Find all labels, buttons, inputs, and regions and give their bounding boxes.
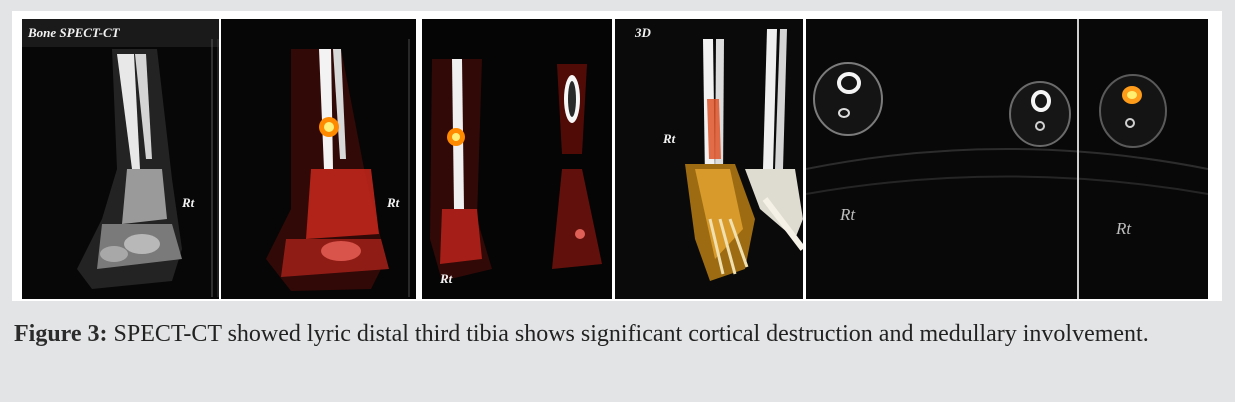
spect-fused-sagittal-panel: [221, 19, 416, 299]
caption-text: SPECT-CT showed lyric distal third tibia shows significant cortical destruction and medullary involvement.: [113, 321, 1149, 347]
3d-reconstruction-panel: [615, 19, 803, 299]
figure-frame: [12, 11, 1222, 301]
rt-label: Rt: [840, 205, 856, 224]
3d-reconstruction-image: [615, 19, 803, 299]
figure-caption: [14, 318, 1222, 351]
spect-fused-sagittal-image: [221, 19, 416, 299]
ct-sagittal-image: [22, 19, 219, 299]
caption-label: Figure 3:: [14, 321, 108, 347]
axial-views-image: [806, 19, 1208, 299]
axial-views-panel: [806, 19, 1208, 299]
panel-title: Bone SPECT-CT: [28, 25, 120, 40]
rt-label: Rt: [440, 271, 453, 286]
spect-fused-coronal-image: [422, 19, 612, 299]
ct-sagittal-panel: [22, 19, 219, 299]
spect-fused-coronal-panel: [422, 19, 612, 299]
rt-label: Rt: [387, 195, 400, 210]
rt-label: Rt: [1116, 219, 1132, 238]
panel-title: 3D: [635, 25, 651, 40]
rt-label: Rt: [182, 195, 195, 210]
rt-label: Rt: [663, 131, 676, 146]
